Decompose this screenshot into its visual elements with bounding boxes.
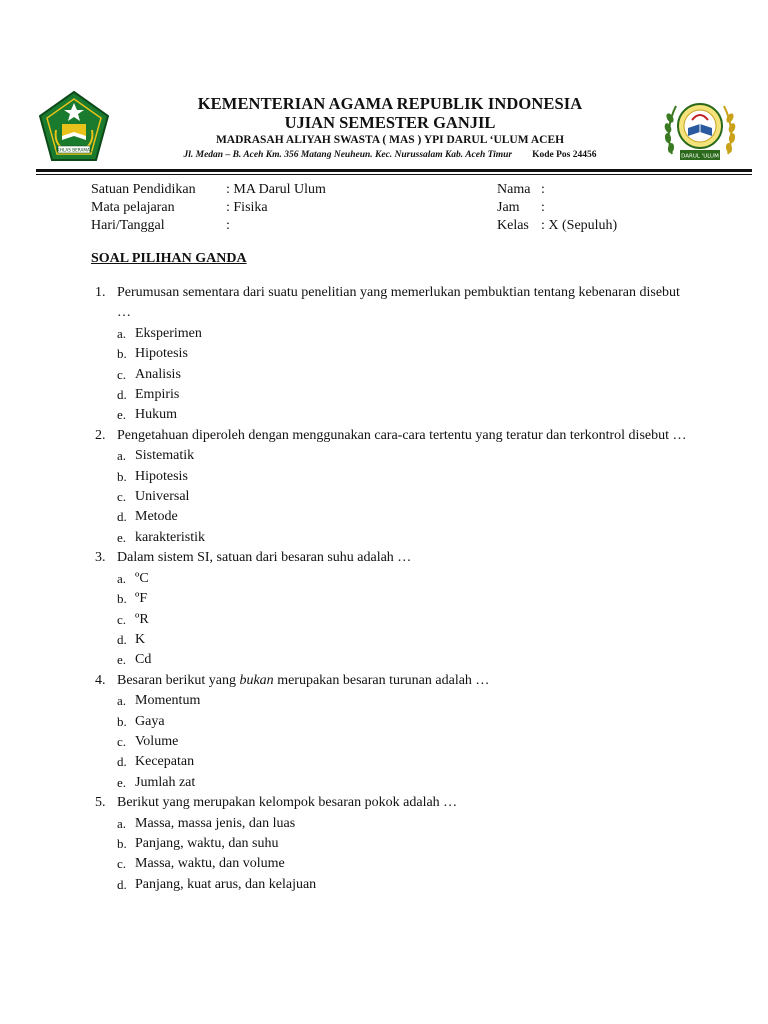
- option-letter: d.: [117, 631, 127, 647]
- option-text: Universal: [135, 489, 190, 505]
- answer-option: [117, 528, 691, 548]
- option-letter: b.: [117, 591, 127, 607]
- info-label: Mata pelajaran: [91, 200, 175, 215]
- option-letter: a.: [117, 570, 127, 586]
- answer-option: [117, 446, 691, 466]
- answer-option: [117, 732, 691, 752]
- school-name: MADRASAH ALIYAH SWASTA ( MAS ) YPI DARUL ‘ULUM ACEH: [215, 134, 565, 146]
- answer-option: [117, 324, 691, 344]
- info-label: Jam: [497, 200, 520, 215]
- info-values-left: [226, 181, 326, 235]
- option-letter: e.: [117, 407, 127, 423]
- question-2: [91, 426, 691, 548]
- school-address: Jl. Medan – B. Aceh Km. 356 Matang Neuheun. Kec. Nurussalam Kab. Aceh Timur: [183, 150, 513, 160]
- info-value: :: [541, 200, 545, 215]
- answer-option: [117, 752, 691, 772]
- info-value: : Fisika: [226, 200, 268, 215]
- option-letter: b.: [117, 713, 127, 729]
- answer-option: [117, 630, 691, 650]
- emblem-motto: IKHLAS BERAMAL: [55, 147, 93, 153]
- answer-option: [117, 854, 691, 874]
- info-label: Hari/Tanggal: [91, 218, 165, 233]
- answer-option: [117, 814, 691, 834]
- question-text: [117, 671, 691, 691]
- question-5: [91, 793, 691, 895]
- option-letter: b.: [117, 468, 127, 484]
- option-letter: a.: [117, 693, 127, 709]
- option-text: K: [135, 631, 146, 647]
- option-text: Hipotesis: [135, 468, 188, 484]
- ministry-title: KEMENTERIAN AGAMA REPUBLIK INDONESIA: [197, 94, 583, 113]
- option-text: Massa, massa jenis, dan luas: [135, 815, 296, 831]
- answer-option: [117, 691, 691, 711]
- answer-option: [117, 773, 691, 793]
- option-text: Gaya: [135, 713, 165, 729]
- option-text: Volume: [135, 733, 179, 749]
- question-number: 2.: [95, 427, 106, 443]
- question-text: Dalam sistem SI, satuan dari besaran suhu adalah …: [117, 550, 412, 566]
- answer-option: [117, 467, 691, 487]
- info-labels-right: [497, 181, 530, 235]
- info-values-right: [541, 181, 617, 235]
- info-value: : MA Darul Ulum: [226, 182, 326, 197]
- option-text: Cd: [135, 652, 152, 668]
- option-text: Hukum: [135, 407, 177, 423]
- answer-option: [117, 344, 691, 364]
- option-text: Jumlah zat: [135, 774, 196, 790]
- option-letter: d.: [117, 387, 127, 403]
- option-text: Momentum: [135, 693, 201, 709]
- option-letter: a.: [117, 448, 127, 464]
- option-letter: c.: [117, 733, 127, 749]
- answer-option: [117, 834, 691, 854]
- postal-code: Kode Pos 24456: [532, 150, 597, 160]
- option-letter: d.: [117, 876, 127, 892]
- option-letter: c.: [117, 611, 127, 627]
- question-number: 4.: [95, 672, 106, 688]
- answer-option: [117, 385, 691, 405]
- option-letter: e.: [117, 529, 127, 545]
- question-number: 1.: [95, 285, 106, 300]
- option-text: Hipotesis: [135, 346, 188, 362]
- option-text: Kecepatan: [135, 754, 195, 770]
- question-1: [91, 283, 691, 426]
- option-text: Panjang, waktu, dan suhu: [135, 835, 279, 851]
- option-text: Panjang, kuat arus, dan kelajuan: [135, 876, 317, 892]
- option-letter: b.: [117, 346, 127, 362]
- option-text: karakteristik: [135, 529, 205, 545]
- option-letter: d.: [117, 509, 127, 525]
- question-text: Pengetahuan diperoleh dengan menggunakan cara-cara tertentu yang teratur dan terkontrol disebut …: [117, 427, 687, 443]
- option-letter: c.: [117, 489, 127, 505]
- option-text: ºC: [135, 570, 149, 586]
- emblem-ribbon-text: DARUL 'ULUM: [681, 153, 719, 160]
- question-4: [91, 671, 691, 793]
- school-address-line: [120, 150, 660, 160]
- darul-ulum-emblem-icon: [662, 94, 738, 166]
- question-list: [91, 283, 691, 895]
- answer-option: [117, 875, 691, 895]
- header-divider-thick: [36, 169, 752, 172]
- question-3: [91, 548, 691, 670]
- answer-option: [117, 610, 691, 630]
- question-text-part: Besaran berikut yang: [117, 672, 240, 688]
- option-text: Massa, waktu, dan volume: [135, 856, 285, 872]
- question-number: 3.: [95, 550, 106, 566]
- question-text-part: merupakan besaran turunan adalah …: [273, 672, 490, 688]
- info-value: :: [541, 182, 545, 197]
- answer-option: [117, 712, 691, 732]
- info-label: Kelas: [497, 218, 529, 233]
- answer-option: [117, 589, 691, 609]
- kementerian-agama-emblem-icon: [36, 90, 112, 166]
- question-text: Perumusan sementara dari suatu penelitian yang memerlukan pembuktian tentang kebenaran disebut …: [117, 285, 680, 321]
- option-letter: c.: [117, 856, 127, 872]
- option-letter: a.: [117, 815, 127, 831]
- option-letter: e.: [117, 652, 127, 668]
- info-label: Nama: [497, 182, 531, 197]
- answer-option: [117, 405, 691, 425]
- question-number: 5.: [95, 795, 106, 811]
- header-divider-thin: [36, 174, 752, 175]
- question-text-emphasis: bukan: [239, 672, 274, 688]
- option-text: Eksperimen: [135, 325, 202, 341]
- answer-option: [117, 487, 691, 507]
- question-text: Berikut yang merupakan kelompok besaran pokok adalah …: [117, 795, 458, 811]
- exam-title: UJIAN SEMESTER GANJIL: [284, 113, 496, 132]
- info-value: : X (Sepuluh): [541, 218, 618, 233]
- answer-option: [117, 569, 691, 589]
- option-text: Empiris: [135, 387, 180, 403]
- option-text: Sistematik: [135, 448, 195, 464]
- option-letter: c.: [117, 366, 127, 382]
- option-letter: e.: [117, 774, 127, 790]
- answer-option: [117, 507, 691, 527]
- option-text: ºF: [135, 591, 148, 607]
- option-text: Analisis: [135, 366, 181, 382]
- option-letter: a.: [117, 325, 127, 341]
- info-value: :: [226, 218, 230, 233]
- option-text: ºR: [135, 611, 149, 627]
- option-letter: d.: [117, 754, 127, 770]
- option-text: Metode: [135, 509, 178, 525]
- info-labels-left: [91, 181, 196, 235]
- answer-option: [117, 365, 691, 385]
- option-letter: b.: [117, 835, 127, 851]
- info-label: Satuan Pendidikan: [91, 182, 196, 197]
- answer-option: [117, 650, 691, 670]
- section-title: SOAL PILIHAN GANDA: [91, 251, 247, 266]
